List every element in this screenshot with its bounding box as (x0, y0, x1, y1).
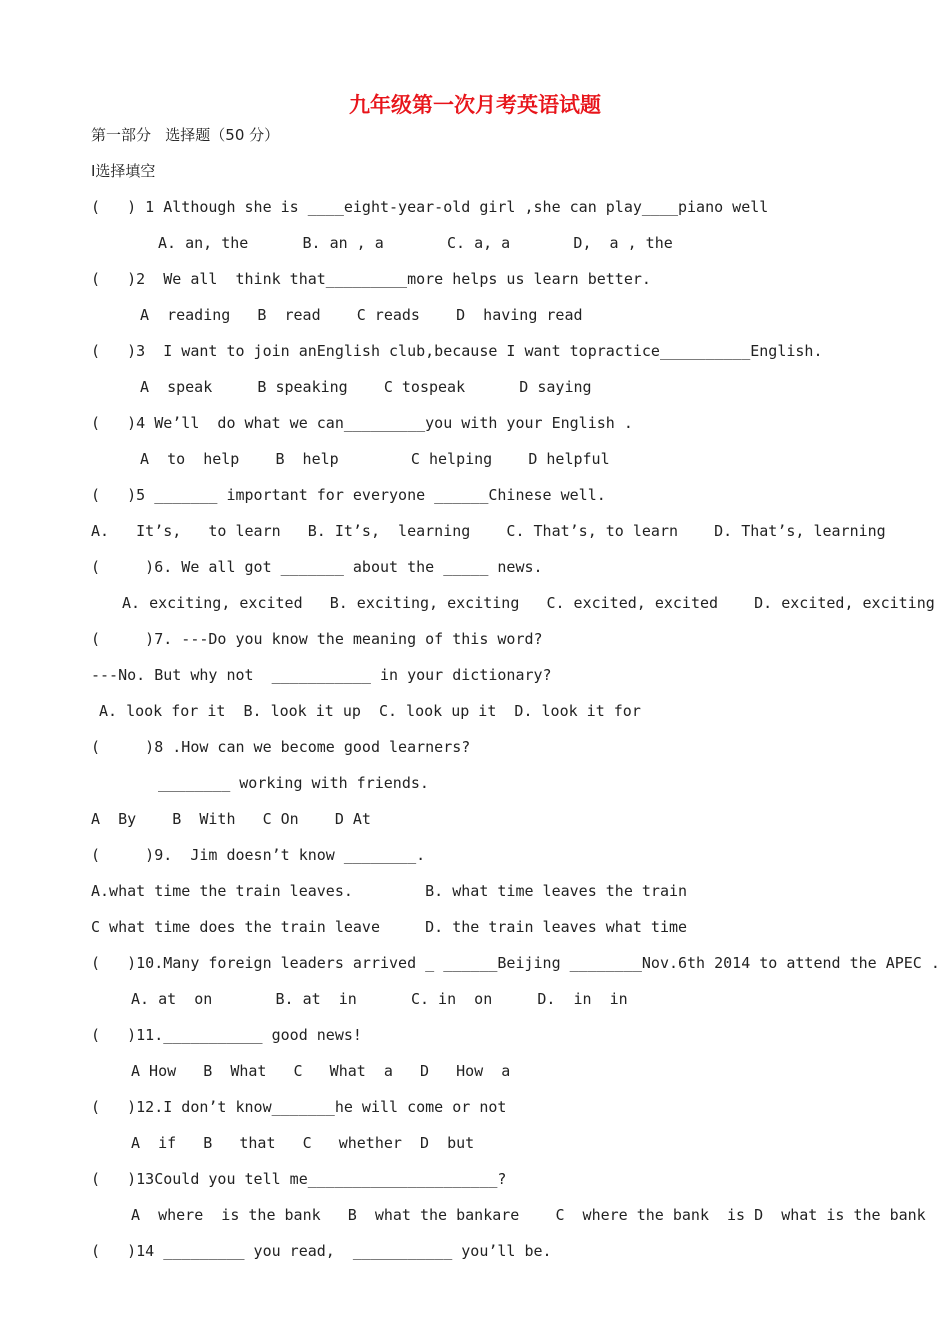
question-1: ( ) 1 Although she is ____eight-year-old girl ,she can play____piano well (91, 198, 769, 216)
question-1-options: A. an, the B. an , a C. a, a D, a , the (158, 234, 673, 252)
question-5-options: A. It’s, to learn B. It’s, learning C. That’s, to learn D. That’s, learning (91, 522, 886, 540)
question-11-options: A How B What C What a D How a (131, 1062, 511, 1080)
question-13-options: A where is the bank B what the bankare C where the bank is D what is the bank (131, 1206, 926, 1224)
question-5: ( )5 _______ important for everyone ______Chinese well. (91, 486, 606, 504)
question-8-answer-line: ________ working with friends. (158, 774, 429, 792)
question-9-options-cd: C what time does the train leave D. the train leaves what time (91, 918, 688, 936)
question-2-options: A reading B read C reads D having read (140, 306, 583, 324)
question-6: ( )6. We all got _______ about the _____ news. (91, 558, 543, 576)
question-6-options: A. exciting, excited B. exciting, exciting C. excited, excited D. excited, exciting (122, 594, 935, 612)
question-14: ( )14 _________ you read, ___________ you’ll be. (91, 1242, 552, 1260)
page-title: 九年级第一次月考英语试题 (349, 93, 601, 117)
question-11: ( )11.___________ good news! (91, 1026, 362, 1044)
question-12: ( )12.I don’t know_______he will come or not (91, 1098, 507, 1116)
section-subheader: I选择填空 (91, 162, 156, 180)
question-9: ( )9. Jim doesn’t know ________. (91, 846, 426, 864)
question-2: ( )2 We all think that_________more helps us learn better. (91, 270, 651, 288)
question-8-options: A By B With C On D At (91, 810, 371, 828)
question-10: ( )10.Many foreign leaders arrived _ ______Beijing ________Nov.6th 2014 to attend the APEC . (91, 954, 940, 972)
question-10-options: A. at on B. at in C. in on D. in in (131, 990, 628, 1008)
question-8: ( )8 .How can we become good learners? (91, 738, 471, 756)
question-4: ( )4 We’ll do what we can_________you with your English . (91, 414, 633, 432)
question-7-dialogue: ---No. But why not ___________ in your dictionary? (91, 666, 552, 684)
question-7: ( )7. ---Do you know the meaning of this word? (91, 630, 543, 648)
question-13: ( )13Could you tell me_____________________? (91, 1170, 507, 1188)
question-12-options: A if B that C whether D but (131, 1134, 475, 1152)
question-7-options: A. look for it B. look it up C. look up it D. look it for (99, 702, 641, 720)
question-9-options-ab: A.what time the train leaves. B. what time leaves the train (91, 882, 688, 900)
section-header: 第一部分 选择题（50 分） (91, 126, 280, 144)
question-4-options: A to help B help C helping D helpful (140, 450, 610, 468)
question-3: ( )3 I want to join anEnglish club,because I want topractice__________English. (91, 342, 823, 360)
question-3-options: A speak B speaking C tospeak D saying (140, 378, 592, 396)
